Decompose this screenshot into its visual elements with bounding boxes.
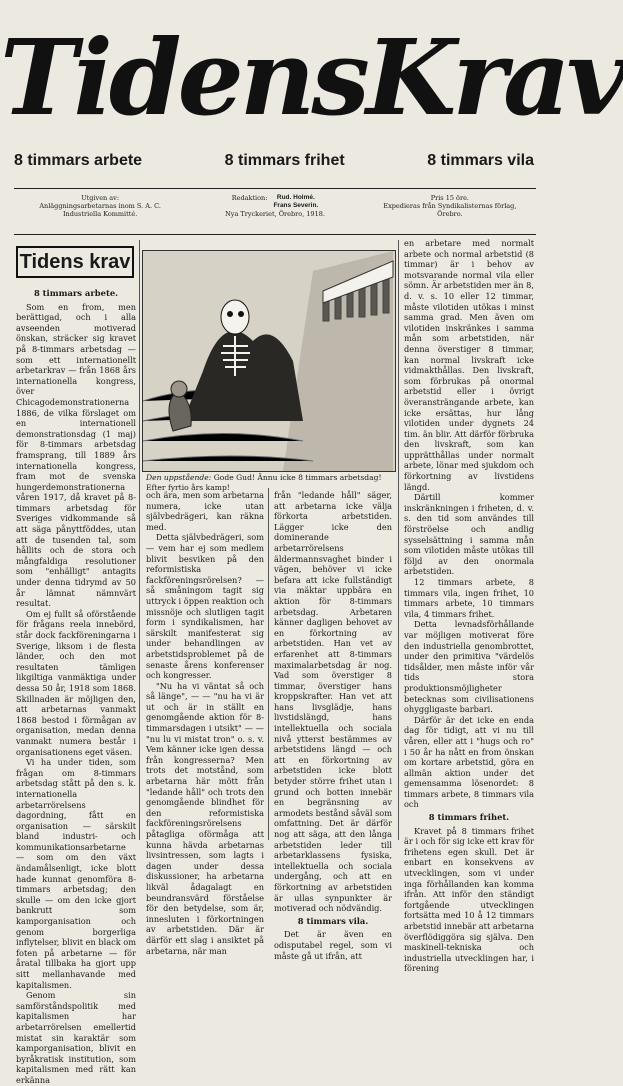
city: Örebro. [437, 210, 463, 218]
publisher-label: Utgiven av: [81, 194, 120, 202]
distributor: Expedieras från Syndikalisternas förlag, [383, 202, 517, 210]
masthead-title: TidensKrav [0, 16, 623, 139]
caption-text: Gode Gud! Ännu icke 8 timmars arbetsdag! Efter fyrtio års kamp! [146, 473, 382, 492]
col2-para: "Nu ha vi väntat så och så länge", — — "nu ha vi är ut och är in ställt en genomgående aktion för 8-timmarsdagen i utsikt" — — "nu lu vi mistat tron" o. s. v. Vem känner icke igen dessa från kongresserna? Men trots det motstånd, som arbetarna här mött från "ledande håll" och trots den genomgående blindhet för den reformistiska fackföreningsrörelsens påtagliga oförmåga att kunna hävda arbetarnas livsintressen, som lagts i dagen under dessa diskussioner, ha arbetarna likväl ådagalagt en beundransvärd förståelse för den betydelse, som är, innesluten i förkortningen av arbetstiden. Där är därför ett slag i ansiktet på arbetarna, när man [146, 680, 264, 956]
editor-2: Frans Severin. [273, 202, 319, 209]
masthead [0, 16, 623, 139]
section-title-box [16, 246, 134, 278]
col4-heading: 8 timmars frihet. [428, 812, 510, 823]
editorial-info [189, 194, 361, 230]
illustration [142, 250, 396, 472]
col4-para: en arbetare med normalt arbete och normal arbetstid (8 timmar) är i behov av motsvarande normal vila eller sömn. Är arbetstiden mer än 8, d. v. s. 10 eller 12 timmar, måste vilotiden utökas i minst samma grad. Men även om vilotiden inskränkes i samma mån som arbetstiden, när denna överstiger 8 timmar, kan normal livskraft icke vidmakthållas. Den livskraft, som förbrukas på onormal arbetstid eller i övrigt överansträngande arbete, kan icke ersättas, hur lång vilotiden under dygnets 24 tim. än blir. Att därför förbruka den livskraft, som kan upprätthållas under normalt arbete, lönar med sjukdom och förkortning av livstidens längd. [404, 238, 534, 492]
editor-1: Rud. Holmé. [276, 194, 315, 201]
col4-para: Därtill kommer inskränkningen i friheten, d. v. s. den tid som användes till förströelse och andlig sysselsättning i samma mån som vilotiden måste utökas till följd av den onormala arbetstiden. [404, 492, 534, 577]
column-3 [274, 490, 392, 961]
publisher-name: Anläggningsarbetarnas inom S. A. C. [39, 202, 161, 210]
col1-para: Som en from, men berättigad, och i alla avseenden motiverad önskan, sträcker sig kravet på 8-timmars arbetsdag — som ett internationellt arbetarkrav — från 1868 års internationella kongress, över Chicagodemonstrationerna 1886, de vilka förslaget om en internationell demonstrationsdag (1 maj) för 8-timmars arbetsdag framsprang, till 1889 års internationella kongress, fram mot de svenska hungerdemonstrationerna våren 1917, då kravet på 8-timmars arbetsdag för Sveriges vidkommande så att säga pånyttföddes, utan att de tusenden tal, som hållits och de stora och mångfaldiga resolutioner som "enhälligt" antagits under denna tidrymd av 50 år lämnat nämnvärt resultat. [16, 301, 136, 609]
slogan-work: 8 timmars arbete [14, 152, 143, 169]
col1-para: Vi ha under tiden, som frågan om 8-timmars arbetsdag stått på den s. k. internationella arbetarrörelsens dagordning, fått en organisation — särskilt bland industri- och kommunikationsarbetarne — som om den växt ändamålsenligt, icke blott hade kunnat genomföra 8-timmars arbetsdag; den skulle — om den icke gjort bankrutt som kamporganisation och genom borgerliga inflytelser, blivit en black om foten på arbetarne — för åratal tillbaka ha gjort upp sitt mellanhavande med kapitalismen. [16, 757, 136, 990]
col3-para: från "ledande håll" säger, att arbetarna icke välja förkorta arbetstiden. Lägger icke den dominerande arbetarrörelsens äldermannsvaghet binder i vägen, behöver vi icke befara att icke fullständigt via mäktar uppbära en aktion för 8-timmars arbetsdag. Arbetaren känner dagligen behovet av en förkortning av arbetstiden. Han vet av erfarenhet att 8-timmars maximalarbetsdag är nog. Vad som överstiger 8 timmar, överstiger hans kroppskrafter. Han vet att hans livsglädje, hans livstidslängd, hans intellektuella och sociala nivå ytterst bestämmes av arbetstidens längd — och att en förkortning av arbetstiden icke blott betyder större frihet utan i grund och botten innebär en begränsning av armodets bestånd såväl som omfattning. Det är därför nog att säga, att den långa arbetstiden leder till arbetarklassens fysiska, intellektuella och sociala undergång, och att en förkortning av arbetstiden är ullas synpunkter är motiverad och nödvändig. [274, 490, 392, 914]
col4-para: 12 timmars arbete, 8 timmars vila, ingen frihet, 10 timmars arbete, 10 timmars vila, 4 timmars frihet. [404, 577, 534, 619]
column-divider [139, 240, 140, 840]
rule-top [14, 188, 536, 189]
col4-para: Därför är det icke en enda dag för tidigt, att vi nu till våren, eller att i "hugs och ro" i 50 år ha nått en from önskan om kortare arbetstid, göra en allmän aktion under det gemensamma lösenordet: 8 timmars arbete, 8 timmars vila och [404, 714, 534, 810]
col3-heading: 8 timmars vila. [297, 915, 369, 926]
col2-para: Detta självbedrägeri, som — vem har ej som medlem blivit besviken på den reformistiska fackföreningsrörelsen? — så småningom tagit sig uttryck i öppen reaktion och missnöje och slutligen tagit form i syndikalismen, har särskilt manifesterat sig under behandlingen av arbetstidsproblemet på de senaste årens konferenser och kongresser. [146, 532, 264, 681]
rule-bottom [14, 234, 536, 235]
col4-tail: Kravet på 8 timmars frihet är i och för sig icke ett krav för frihetens egen skull. Det är enbart en konsekvens av utvecklingen, som vi under inga förhållanden kan komma ifrån. Att inför den ständigt fortgående utvecklingen fortsätta med 10 å 12 timmars arbetstid innebär att arbetarna överflödiggöra sig själva. Den maskinell-tekniska och industriella utvecklingen har, i förening [404, 825, 534, 974]
col1-heading: 8 timmars arbete. [33, 288, 119, 298]
publisher-committee: Industriella Kommitté. [62, 210, 138, 218]
col1-para: Genom sin samförståndspolitik med kapitalismen har arbetarrörelsen emellertid mistat sin karaktär som kamporganisation, blivit en byråkratisk institution, som kapitalismen med rätt kan erkänna [16, 990, 136, 1085]
caption-speaker: Den uppstående: [146, 473, 212, 482]
editorial-label: Redaktion: [231, 194, 268, 202]
column-2 [146, 490, 264, 956]
col3-tail: Det är även en odisputabel regel, som vi måste gå ut ifrån, att [274, 929, 392, 961]
col1-para: Om ej fullt så oförstående för frågans reela innebörd, står dock fackföreningarna i Sverige, liksom i de flesta länder, och den mot resultaten tämligen likgiltiga vanmäktiga under dessa 50 år, 1918 som 1868. Skillnaden är möjligen den, att arbetarnas vanmakt 1868 bestod i förmågan av organisation, medan denna vanmakt numera består i organisationens eget väsen. [16, 608, 136, 757]
column-divider [398, 240, 399, 840]
slogan-rest: 8 timmars vila [427, 152, 534, 169]
slogans-row [14, 152, 534, 170]
col2-para: och ära, men som arbetarna numera, icke utan självbedrägeri, kan räkna med. [146, 490, 264, 532]
price-info [364, 194, 536, 230]
section-title: Tidens krav [19, 251, 131, 273]
skeleton-illustration [143, 251, 395, 471]
col4-para: Detta levnadsförhållande var möjligen motiverat före den industriella genombrottet, under den primitiva "värdelös tidsålder, men måste inför vår tids stora produktionsmöjligheter betecknas som civilisationens ohyggligaste barbari. [404, 619, 534, 715]
slogan-freedom: 8 timmars frihet [224, 152, 345, 169]
printer-line: Nya Tryckeriet, Örebro, 1918. [225, 210, 325, 218]
publisher-info [14, 194, 186, 230]
price: Pris 15 öre. [430, 194, 469, 202]
column-4 [404, 238, 534, 974]
column-divider [268, 488, 269, 840]
info-row [14, 194, 536, 230]
column-1 [16, 286, 136, 1085]
